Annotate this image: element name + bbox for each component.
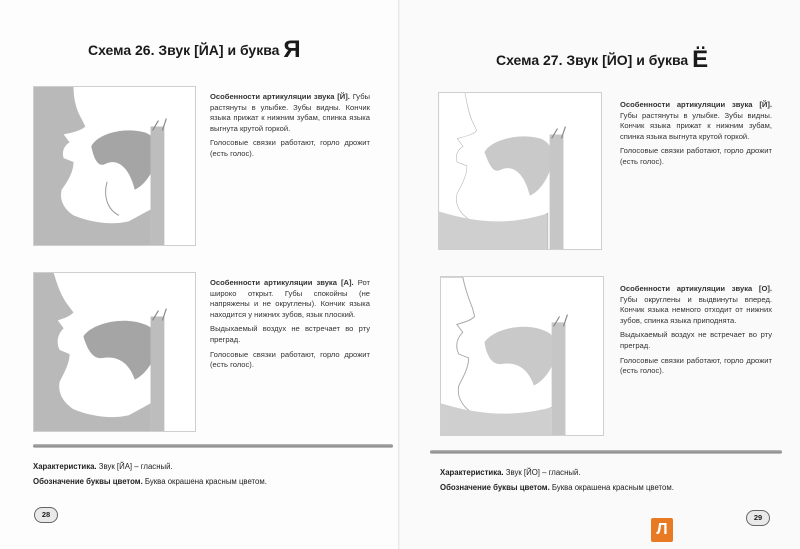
scheme-number: Схема 27.: [496, 52, 563, 68]
description-text: Рот широко открыт. Губы спокойны (не напряжены и не округлены). Кончик языка находится у нижних зубов, язык плоский.: [210, 278, 370, 319]
sound-label: Звук [ЙО] и буква: [566, 52, 689, 68]
characteristic-text: Звук [ЙО] – гласный.: [505, 468, 581, 477]
color-line: [440, 481, 674, 494]
scheme-27-title: [496, 46, 708, 74]
description-text: Губы округлены и выдвинуты вперед. Кончик языка немного отходит от нижних зубов, спинка языка приподнята.: [620, 294, 772, 325]
description-heading: Особенности артикуляции звука: [210, 92, 335, 101]
articulation-description-o: [620, 284, 772, 381]
divider: [430, 450, 782, 454]
description-text: Голосовые связки работают, горло дрожит (есть голос).: [620, 146, 772, 166]
description-text: Голосовые связки работают, горло дрожит (есть голос).: [210, 138, 370, 158]
articulation-diagram-y: [33, 86, 196, 246]
sound-symbol: [А].: [341, 278, 354, 287]
description-text: Губы растянуты в улыбке. Зубы видны. Кончик языка прижат к нижним зубам, спинка языка выгнута крутой горкой.: [210, 92, 370, 133]
description-heading: Особенности артикуляции звука: [620, 284, 753, 293]
color-label: Обозначение буквы цветом.: [440, 483, 550, 492]
characteristic-text: Звук [ЙА] – гласный.: [98, 462, 173, 471]
characteristic-line: [440, 466, 581, 479]
description-heading: Особенности артикуляции звука: [210, 278, 337, 287]
letter-ya: Я: [283, 36, 301, 63]
characteristic-label: Характеристика.: [440, 468, 504, 477]
articulation-diagram-a: [33, 272, 196, 432]
characteristic-label: Характеристика.: [33, 462, 97, 471]
sound-symbol: [О].: [758, 284, 772, 293]
color-line: [33, 475, 267, 488]
color-text: Буква окрашена красным цветом.: [144, 477, 267, 486]
articulation-diagram-y: [438, 92, 602, 250]
head-profile-icon: [441, 277, 603, 435]
sound-label: Звук [ЙА] и буква: [158, 42, 280, 58]
articulation-diagram-o: [440, 276, 604, 436]
description-text: Голосовые связки работают, горло дрожит (есть голос).: [620, 355, 772, 376]
page-number: 28: [34, 507, 58, 523]
publisher-logo-icon: Л: [651, 518, 673, 542]
page-number: 29: [746, 510, 770, 526]
head-profile-icon: [34, 273, 195, 431]
head-profile-icon: [439, 93, 601, 249]
description-text: Выдыхаемый воздух не встречает во рту преград.: [620, 330, 772, 350]
letter-yo: Ё: [692, 46, 709, 73]
head-profile-icon: [34, 87, 195, 245]
description-text: Голосовые связки работают, горло дрожит (есть голос).: [210, 349, 370, 370]
scheme-26-title: [88, 36, 301, 64]
articulation-description-y: [210, 92, 370, 164]
description-heading: Особенности артикуляции звука: [620, 100, 753, 109]
sound-symbol: [Й].: [337, 92, 350, 101]
divider: [33, 444, 393, 448]
articulation-description-a: [210, 278, 370, 375]
right-page: [400, 0, 800, 549]
description-text: Выдыхаемый воздух не встречает во рту преград.: [210, 324, 370, 344]
sound-symbol: [Й].: [759, 100, 772, 109]
characteristic-line: [33, 460, 173, 473]
articulation-description-y: [620, 100, 772, 172]
description-text: Губы растянуты в улыбке. Зубы видны. Кончик языка прижат к нижним зубам, спинка языка выгнута крутой горкой.: [620, 110, 772, 141]
color-label: Обозначение буквы цветом.: [33, 477, 143, 486]
color-text: Буква окрашена красным цветом.: [551, 483, 674, 492]
scheme-number: Схема 26.: [88, 42, 155, 58]
